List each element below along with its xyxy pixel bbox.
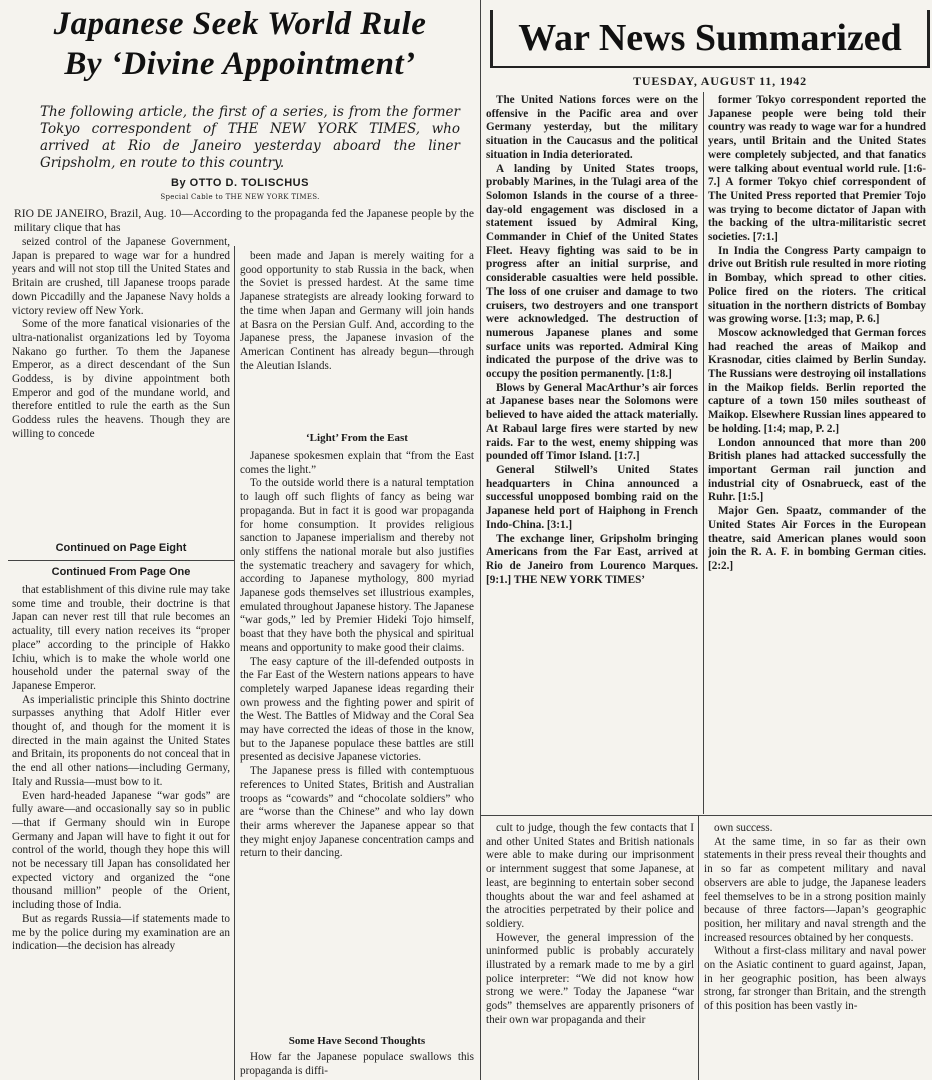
paragraph: own success. [714,822,773,834]
paragraph: Moscow acknowledged that German forces had reached the areas of Maikop and Krasnodar, cities claimed by Berlin Sunday. The Russians were destroying oil installations in the Maikop fields. Berlin reported the capture of a town 150 miles southeast of Maikop. Elsewhere Russian lines appeared to be holding. [1:4; map, P. 2.] [708,326,926,435]
paragraph: But as regards Russia—if statements made to me by the police during my examination are an indication—the decision has already [12,912,230,953]
paragraph: Even hard-headed Japanese “war gods” are fully aware—and occasionally say so in public—that if Germany should win in Europe Germany and Japan will have to fight it out for control of the world, though they hope this will not be necessary till Japan has consolidated her expected victory and organized the “one thousand million” people of the Orient, including those of India. [12,789,230,912]
left-story-column-1 [12,236,230,536]
subhead-light-from-east: ‘Light’ From the East [306,432,408,444]
left-story-lead: RIO DE JANEIRO, Brazil, Aug. 10—According to the propaganda fed the Japanese people by the military clique that has [14,207,474,234]
lower-story-rule [480,815,932,816]
lower-column-rule-2 [698,816,699,1080]
continued-from-label: Continued From Page One [51,566,191,578]
paragraph: To the outside world there is a natural temptation to laugh off such flights of fancy as being war propaganda. But in fact it is good war propaganda for home consumption. It provides religious sanction to Japanese imperialism and thereby not only stiffens the national morale but also justifies the systematic treachery and savagery for which, according to Japanese mythology, 800 myriad Japanese gods themselves set illustrious examples, emulated throughout Japanese history. The Japanese “war gods,” led by Premier Hideki Tojo himself, boast that they have both the physical and spiritual means and opportunity to make good their claims. [240,477,474,654]
left-story-column-1b [12,584,230,1078]
paragraph: As imperialistic principle this Shinto doctrine surpasses anything that Adolf Hitler ever thought of, and though for the moment it is directed in the main against the United States and Britain, its proponents do not conceal that in the end all other nations—including Germany, Italy and Russia—must bow to it. [12,693,230,788]
center-column-rule [480,0,481,1080]
left-story-intro: The following article, the first of a series, is from the former Tokyo correspondent of THE NEW YORK TIMES, who arrived at Rio de Janeiro yesterday aboard the liner Gripsholm, en route to this country. [40,104,460,171]
paragraph: How far the Japanese populace swallows this propaganda is diffi- [240,1051,474,1077]
paragraph: Major Gen. Spaatz, commander of the United States Air Forces in the European theatre, said American planes would soon join the R. A. F. in bombing German cities. [2:2.] [708,505,926,572]
summary-column-a [486,94,698,812]
paragraph: The Japanese press is filled with contemptuous references to United States, British and Australian troops as “cowards” and “chocolate soldiers” who are “worse than the Chinese” and who lay down their arms wherever the Japanese appear so that they might enjoy Japanese concentration camps and return to their dancing. [240,765,474,860]
subhead-second-thoughts: Some Have Second Thoughts [288,1035,426,1047]
paragraph: Japanese spokesmen explain that “from the East comes the light.” [240,450,474,476]
paragraph: The exchange liner, Gripsholm bringing Americans from the Far East, arrived at Rio de Janeiro from Lourenco Marques. [9:1.] THE NEW YORK TIMES’ [486,532,698,586]
lower-column-rule-1 [234,246,235,1080]
left-headline [8,4,472,84]
paragraph: former Tokyo correspondent reported the Japanese people were being told their country was ready to wage war for a hundred years, until Britain and the United States were completely subjected, and that fanatics were talking about eventual world rule. [1:6-7.] A former Tokyo chief correspondent of The United Press reported that Premier Tojo was trying to become dictator of Japan with the backing of the ultra-militaristic secret societies. [7:1.] [708,94,926,244]
continued-rule [8,560,234,561]
paragraph: London announced that more than 200 British planes had attacked successfully the important German rail junction and industrial city of Osnabrueck, east of the Ruhr. [1:5.] [708,436,926,504]
right-column-rule [703,92,704,814]
paragraph: cult to judge, though the few contacts that I and other United States and British nationals were able to make during our imprisonment or internment suggest that some Japanese, at least, are beginning to entertain sober second thoughts about the war and feel ashamed at the atrocities perpetrated by their police and soldiery. [486,822,694,930]
left-story-column-2b [240,450,474,1030]
paragraph: that establishment of this divine rule may take some time and trouble, their doctrine is that Japan can never rest till that rule becomes an actuality, till every nation receives its “proper place” according to the principle of Hakko Ichiu, which is to make the whole world one household under the paternal sway of the Japanese Emperor. [12,584,230,692]
paragraph: A landing by United States troops, probably Marines, in the Tulagi area of the Solomon Islands in the course of a three-day-old engagement was disclosed in a statement issued by Admiral King, Commander in Chief of the United States Fleet. Heavy fighting was said to be in progress after an initial surprise, and considerable casualties were held possible. The loss of one cruiser and damage to two cruisers, two destroyers and one transport were acknowledged. The destruction of numerous Japanese planes and some surface units was reported. Admiral King indicated the purpose of the drive was to occupy the position permanently. [1:8.] [486,162,698,381]
news-summary-date: TUESDAY, AUGUST 11, 1942 [633,74,807,88]
paragraph: Some of the more fanatical visionaries of the ultra-nationalist organizations led by Toyoma Nakano go further. To them the Japanese Emperor, as a direct descendant of the Sun Goddess, is by divine appointment both Emperor and god of the mundane world, and therefore entitled to rule the earth as the Sun Goddess rules the heavens. Though they are willing to concede [12,318,230,440]
paragraph: However, the general impression of the uninformed public is probably accurately illustrated by a remark made to me by a girl police interpreter: “We did not know how strong we were.” Today the Japanese “war gods” themselves are apparently prisoners of their own war propaganda and their [486,931,694,1026]
continued-on-label: Continued on Page Eight [55,542,187,554]
paragraph: The United Nations forces were on the offensive in the Pacific area and over Germany yesterday, but the military situation in the Caucasus and the political situation in India deteriorated. [486,94,698,161]
paragraph: Blows by General MacArthur’s air forces at Japanese bases near the Solomons were believed to have aided the attack materially. At Rabaul large fires were started by new raids. Far to the west, enemy shipping was pounded off Timor Island. [1:7.] [486,381,698,463]
paragraph: General Stilwell’s United States headquarters in China announced a successful unopposed bombing raid on the Japanese held port of Haiphong in French Indo-China. [3:1.] [486,463,698,531]
paragraph: Without a first-class military and naval power on the Asiatic continent to guard against, Japan, in her geographic position, has been always strong, far stronger than Britain, and the strength of this position has been vastly in- [704,945,926,1013]
paragraph: At the same time, in so far as their own statements in their press reveal their thoughts and in so far as competent military and naval observers are able to judge, the Japanese leaders feel themselves to be in a strong position mainly because of three factors—Japan’s geographic position, her military and naval strength and the increased resources obtained by her conquests. [704,835,926,944]
summary-column-b [708,94,926,812]
byline-credit: Special Cable to THE NEW YORK TIMES. [160,193,320,201]
left-headline-line2: By ‘Divine Appointment’ [64,46,416,82]
left-story-column-2c [240,1051,474,1080]
right-headline: War News Summarized [490,10,930,68]
left-headline-line1: Japanese Seek World Rule [53,6,427,42]
paragraph: The easy capture of the ill-defended outposts in the Far East of the Western nations appears to have completely warped Japanese ideas regarding their own prowess and the fighting power and spirit of the West. The Battles of Midway and the Coral Sea may have corrected the ideas of those in the know, but to the Japanese populace these battles are still presented as decisive Japanese victories. [240,655,474,764]
byline: By OTTO D. TOLISCHUS [171,177,309,189]
paragraph: seized control of the Japanese Government, Japan is prepared to wage war for a hundred years and will not stop till the United States and Britain are crushed, till Japanese troops parade down Piccadilly and the Japanese Navy holds a victory review off New York. [12,236,230,317]
left-story-column-4 [704,822,926,1080]
left-story-column-3 [486,822,694,1080]
paragraph: been made and Japan is merely waiting for a good opportunity to stab Russia in the back, when the Soviet is pressed hardest. At the same time Japanese strategists are already looking forward to the time when Japan and Germany will join hands at Basra on the Persian Gulf. And, according to the Japanese press, the Japanese invasion of the American Continent has already begun—through the Aleutian Islands. [240,250,474,372]
paragraph: In India the Congress Party campaign to drive out British rule resulted in more rioting in Bombay, which spread to other cities. Police fired on the rioters. The critical situation in the northern districts of Bombay was growing worse. [1:3; map, P. 6.] [708,244,926,326]
left-story-column-2 [240,250,474,426]
